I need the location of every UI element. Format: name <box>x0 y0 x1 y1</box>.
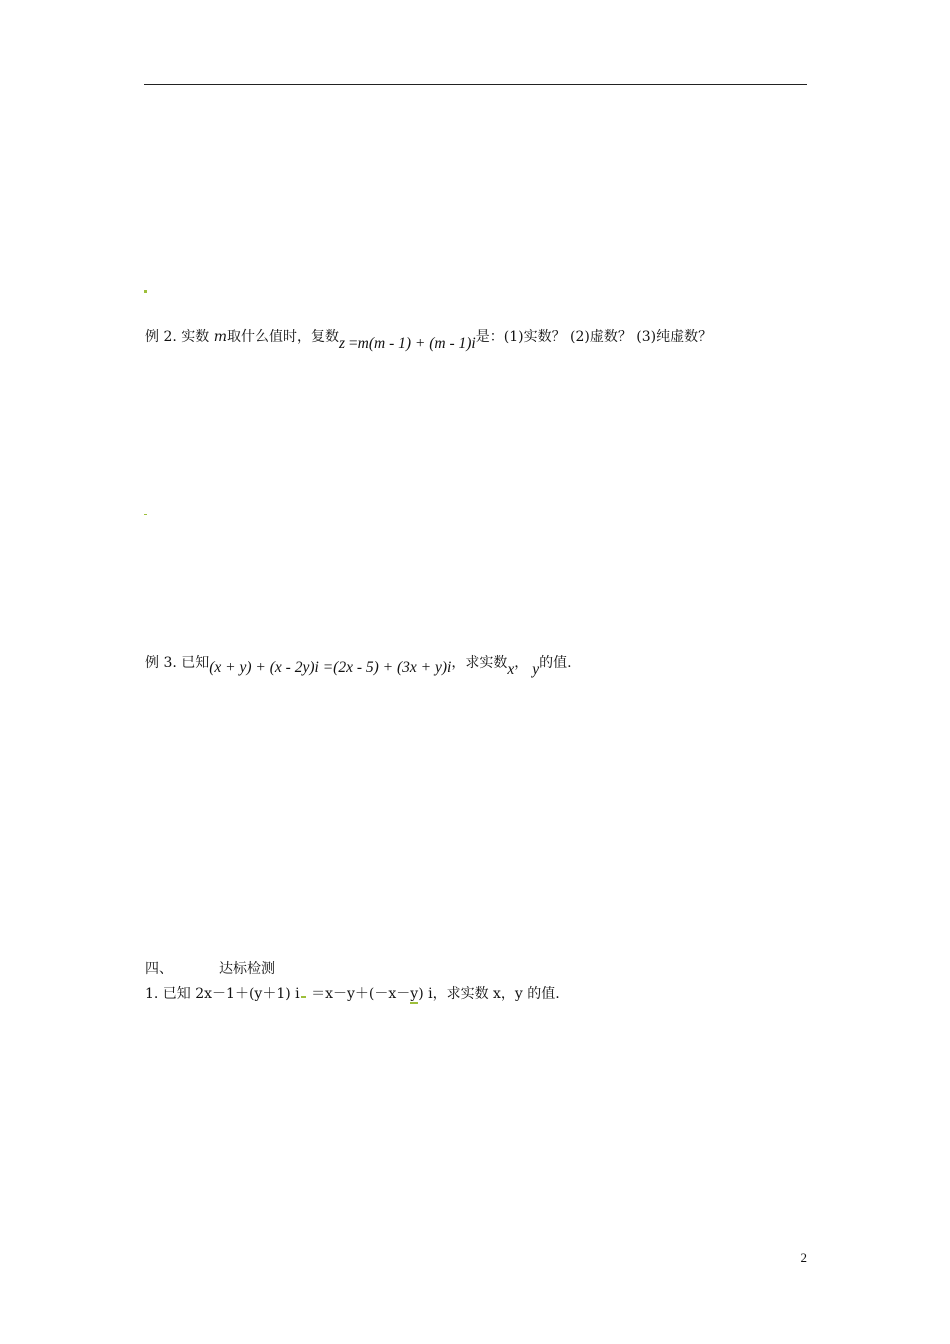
example-3-sep: ， <box>514 655 529 671</box>
question-1-prefix: 1. 已知 2x－1＋(y＋1) i <box>145 986 300 1002</box>
question-1-suffix: ) i，求实数 x，y 的值. <box>418 986 560 1002</box>
question-1-middle: ＝x－y＋(－x－ <box>306 986 411 1002</box>
section-4-number: 四、 <box>145 961 173 977</box>
question-1-y-part: y <box>410 986 419 1002</box>
example-2-formula-eq: = <box>345 335 358 352</box>
section-4-title: 达标检测 <box>219 961 275 977</box>
example-2-prefix: 例 2. 实数 <box>145 329 214 345</box>
example-2-suffix: 是：(1)实数？ (2)虚数？ (3)纯虚数？ <box>475 329 713 345</box>
question-1 <box>145 984 560 1004</box>
example-3-formula: (x + y) + (x - 2y)i =(2x - 5) + (3x + y)i <box>209 659 452 676</box>
annotation-marker <box>144 290 147 293</box>
annotation-marker <box>144 514 147 515</box>
example-2 <box>145 327 713 352</box>
example-3-suffix: 的值. <box>539 655 572 671</box>
example-2-middle: 取什么值时，复数 <box>227 329 339 345</box>
example-2-formula-z: z <box>339 335 346 352</box>
page-number: 2 <box>800 1250 807 1265</box>
header-rule <box>144 84 807 85</box>
example-3-var-x: x <box>507 661 515 678</box>
annotation-marker <box>301 996 306 998</box>
section-4-heading <box>145 959 275 979</box>
example-3-var-y: y <box>532 661 540 678</box>
example-2-var-m: m <box>213 329 227 345</box>
example-3-middle: ，求实数 <box>451 655 508 671</box>
example-2-formula: m(m - 1) + (m - 1)i <box>357 335 476 352</box>
example-3 <box>145 653 572 678</box>
example-3-prefix: 例 3. 已知 <box>145 655 210 671</box>
